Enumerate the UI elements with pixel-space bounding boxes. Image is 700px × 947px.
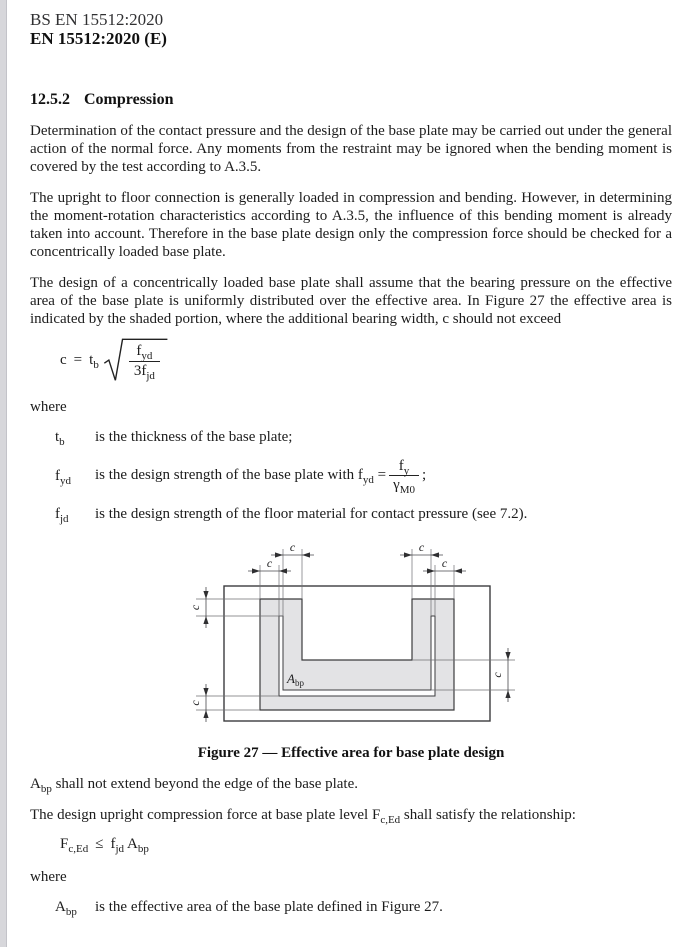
dim-label-c-top-left-inner: c (289, 540, 296, 554)
definition-term (55, 898, 95, 916)
figure-caption: Figure 27 — Effective area for base plate design (197, 745, 505, 761)
formula-lhs: c (60, 352, 67, 368)
square-root (103, 338, 168, 383)
gamma-symbol: γ (393, 477, 400, 493)
abp-subscript: bp (40, 783, 52, 795)
figure-27 (30, 537, 672, 762)
A-symbol: A (127, 836, 138, 852)
A-subscript: bp (137, 843, 149, 855)
paragraph-3: The design of a concentrically loaded base plate shall assume that the bearing pressure on the effective area of the base plate is uniformly distributed over the effective area. In Figure 27 the effective area is indicated by the shaded portion, where the additional bearing width, c should not exceed (30, 275, 672, 327)
t-symbol: t (89, 352, 94, 368)
formula-bearing-width (60, 338, 672, 383)
section-title: Compression (84, 91, 174, 108)
definition-fjd (30, 505, 672, 523)
definition-fyd (30, 458, 672, 496)
description-text: is the design strength of the base plate with (95, 466, 358, 483)
dim-label-c-top-right-inner: c (418, 540, 425, 554)
definition-description: is the thickness of the base plate; (95, 429, 293, 445)
F-symbol: F (60, 836, 69, 852)
definition-term (55, 467, 95, 485)
abp-symbol: A (55, 899, 66, 915)
abp-subscript: bp (65, 906, 77, 918)
tb-symbol: t (55, 429, 60, 445)
thickness-symbol (89, 352, 99, 369)
3fjd-subscript: jd (146, 370, 155, 382)
equals-sign: = (73, 352, 83, 368)
document-header (30, 10, 672, 48)
inline-fraction (389, 458, 419, 496)
force-symbol (60, 836, 88, 853)
inline-numerator (395, 458, 414, 475)
definition-description (95, 458, 672, 496)
dim-label-c-right: c (490, 672, 504, 678)
f-symbol: f (110, 836, 116, 852)
paragraph-text: shall satisfy the relationship: (400, 807, 576, 823)
formula-compression-check (60, 836, 672, 853)
less-equal-sign: ≤ (95, 836, 104, 852)
abp-symbol: A (30, 776, 41, 792)
standard-reference-bold: EN 15512:2020 (E) (30, 29, 167, 48)
equals-sign: = (377, 466, 387, 483)
paragraph-text: shall not extend beyond the edge of the base plate. (51, 776, 358, 792)
fy-symbol: f (398, 458, 404, 474)
fjd-subscript: jd (60, 513, 69, 525)
dim-label-c-left-upper: c (188, 604, 202, 611)
f-subscript: yd (362, 473, 374, 486)
definition-term (55, 505, 95, 523)
standard-reference: BS EN 15512:2020 (30, 10, 164, 29)
fyd-subscript: yd (60, 474, 71, 487)
3fjd-symbol: 3f (133, 363, 147, 379)
scan-edge-strip (0, 0, 7, 947)
figure-27-drawing (150, 537, 570, 737)
t-subscript: b (93, 359, 99, 371)
fyd-symbol: f (55, 467, 60, 484)
gamma-subscript: M0 (399, 484, 415, 496)
f-symbol: f (357, 466, 363, 483)
radical-sign (103, 338, 168, 383)
abp-symbol-group (127, 836, 149, 853)
semicolon: ; (422, 466, 427, 483)
tb-subscript: b (59, 436, 65, 448)
dim-label-c-top-left-outer: c (266, 556, 273, 570)
page-content (30, 0, 672, 916)
dim-label-c-left-lower: c (188, 700, 202, 706)
fjd-symbol-group (110, 836, 124, 853)
dim-label-c-top-right-outer: c (441, 556, 448, 570)
paragraph-2: The upright to floor connection is generally loaded in compression and bending. However, in determining the moment-rotation characteristics according to A.3.5, the influence of this bending moment is already taken into account. Therefore in the base plate design only the compression force should be checked for a concentrically loaded base plate. (30, 190, 672, 260)
paragraph-text: The design upright compression force at base plate level F (30, 807, 381, 823)
section-number: 12.5.2 (30, 91, 70, 108)
definition-tb (30, 428, 672, 446)
where-label-2: where (30, 869, 67, 885)
fced-subscript: c,Ed (380, 814, 401, 826)
fjd-symbol: f (55, 506, 60, 522)
paragraph-1: Determination of the contact pressure and the design of the base plate may be carried out under the general action of the normal force. Any moments from the restraint may be ignored when the bending moment is covered by the test according to A.3.5. (30, 123, 672, 175)
definition-term (55, 428, 95, 446)
definition-description: is the design strength of the floor material for contact pressure (see 7.2). (95, 506, 528, 522)
F-subscript: c,Ed (68, 843, 89, 855)
area-label-main: A (287, 671, 295, 686)
where-label-1: where (30, 399, 67, 415)
f-subscript: jd (115, 843, 124, 855)
definition-description: is the effective area of the base plate defined in Figure 27. (95, 899, 443, 915)
fyd-symbol: f (136, 343, 142, 359)
paragraph-design-force (30, 806, 672, 824)
inline-denominator (389, 475, 419, 496)
section-heading (30, 91, 672, 109)
inline-formula-fyd (357, 458, 427, 496)
fyd-subscript: yd (141, 350, 153, 362)
area-label-sub: bp (294, 678, 304, 688)
fy-subscript: y (403, 465, 410, 477)
definition-abp (30, 898, 672, 916)
paragraph-abp-limit (30, 775, 672, 793)
